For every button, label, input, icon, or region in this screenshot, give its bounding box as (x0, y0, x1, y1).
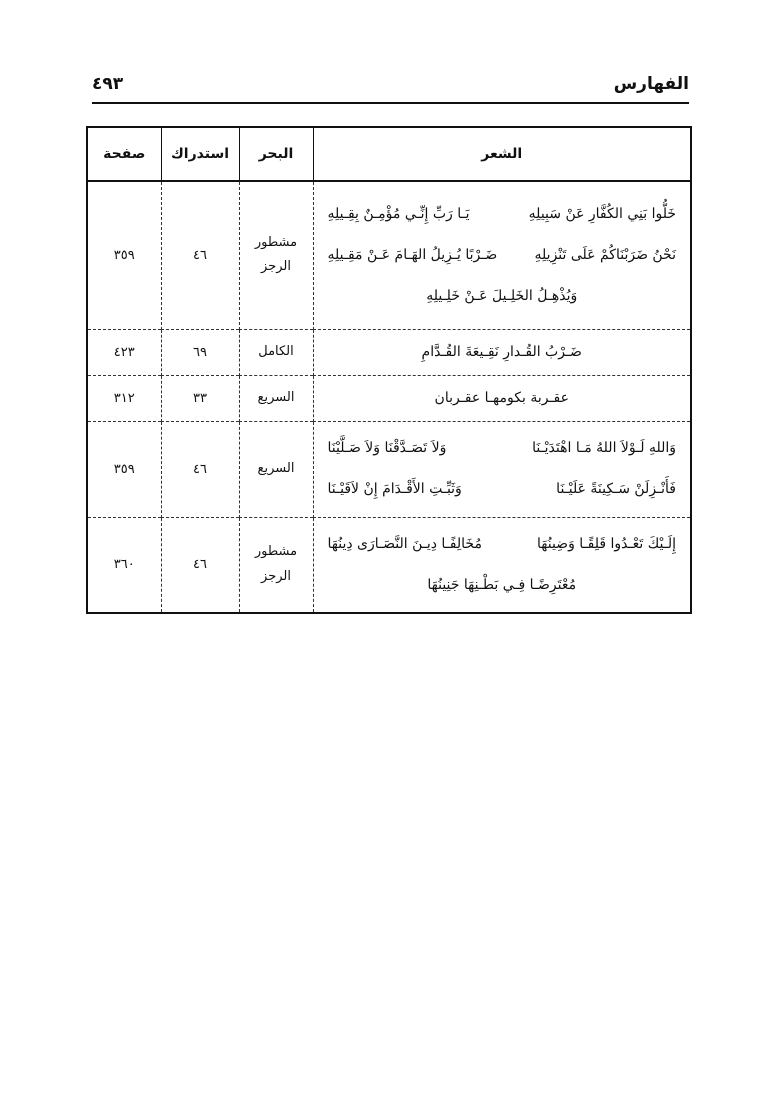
table-row (87, 181, 691, 329)
poetry-cell (313, 517, 691, 613)
meter-cell (239, 181, 313, 329)
page-cell: ٤٢٣ (87, 329, 161, 375)
verse-line (324, 206, 681, 223)
verse-line (324, 536, 681, 553)
verse-line (324, 577, 681, 594)
page-cell: ٣١٢ (87, 375, 161, 421)
running-head (92, 70, 689, 106)
page-cell: ٣٥٩ (87, 421, 161, 517)
meter-line: مشطور (254, 234, 298, 250)
verse-hemistich: ضَـرْبًا يُـزِيلُ الهَـامَ عَـنْ مَقِـيلِهِ (327, 246, 498, 263)
page-number: ٤٩٣ (92, 74, 124, 94)
meter-cell (239, 329, 313, 375)
verse-line (324, 344, 681, 361)
table-header-row (87, 127, 691, 181)
istidrak-cell: ٦٩ (161, 329, 239, 375)
poetry-index-table (86, 126, 692, 614)
verse-hemistich: نَحْنُ ضَرَبْنَاكُمْ عَلَى تَنْزِيلِهِ (534, 246, 676, 263)
verse-hemistich: خَلُّوا بَنِي الكُفَّارِ عَنْ سَبِيلِهِ (528, 206, 676, 223)
poetry-cell (313, 421, 691, 517)
istidrak-cell: ٤٦ (161, 421, 239, 517)
meter-line: الرجز (261, 568, 291, 584)
col-header-page: صفحة (87, 127, 161, 181)
verse-hemistich: وَاللهِ لَـوْلاَ اللهُ مَـا اهْتَدَيْـنَا (532, 440, 676, 457)
verse-hemistich: عقـربة بكومهـا عقـربان (434, 389, 569, 406)
verse-line (324, 440, 681, 457)
page-cell: ٣٥٩ (87, 181, 161, 329)
poetry-cell (313, 329, 691, 375)
col-header-istidrak: استدراك (161, 127, 239, 181)
istidrak-cell: ٣٣ (161, 375, 239, 421)
verse-line (324, 390, 681, 407)
header-rule (92, 102, 689, 104)
verse-hemistich: مُعْتَرِضًـا فِـي بَطْـنِهَا جَنِينُهَا (427, 576, 577, 593)
section-title: الفهارس (613, 74, 689, 94)
meter-cell (239, 421, 313, 517)
meter-line: السريع (257, 460, 295, 476)
meter-line: السريع (257, 389, 295, 405)
poetry-cell (313, 181, 691, 329)
verse-hemistich: فَأَنْـزِلَنْ سَـكِينَةً عَلَيْـنَا (556, 481, 676, 497)
verse-line (324, 247, 681, 264)
verse-line (324, 288, 681, 305)
verse-hemistich: إِلَـيْكَ تَعْـدُوا قَلِقًـا وَضِينُهَا (537, 535, 676, 552)
col-header-poetry: الشعر (313, 127, 691, 181)
page-cell: ٣٦٠ (113, 557, 135, 573)
meter-line: الكامل (258, 343, 294, 359)
table-row (87, 517, 691, 613)
verse-hemistich: ضَـرْبُ القُـدارِ نَقِـيعَةَ القُـدَّامِ (421, 343, 582, 360)
table-row (87, 421, 691, 517)
meter-line: مشطور (254, 544, 298, 560)
meter-cell (239, 517, 313, 613)
verse-hemistich: وَثَبِّـتِ الأَقْـدَامَ إِنْ لاَقَيْـنَا (327, 481, 462, 497)
poetry-cell (313, 375, 691, 421)
verse-hemistich: مُخَالِفًـا دِيـنَ النَّصَـارَى دِينُهَا (327, 535, 482, 552)
table-row (87, 329, 691, 375)
table-row (87, 375, 691, 421)
verse-hemistich: وَيُذْهِـلُ الخَلِـيلَ عَـنْ خَلِـيلِهِ (426, 287, 578, 304)
col-header-meter: البحر (239, 127, 313, 181)
verse-line (324, 481, 681, 498)
meter-line: الرجز (261, 259, 291, 275)
istidrak-cell: ٤٦ (161, 517, 239, 613)
verse-hemistich: وَلاَ تَصَـدَّقْنَا وَلاَ صَـلَّيْنَا (327, 440, 447, 457)
meter-cell (239, 375, 313, 421)
verse-hemistich: يَـا رَبِّ إِنِّـي مُؤْمِـنٌ بِقِـيلِهِ (327, 206, 470, 223)
istidrak-cell: ٤٦ (161, 181, 239, 329)
